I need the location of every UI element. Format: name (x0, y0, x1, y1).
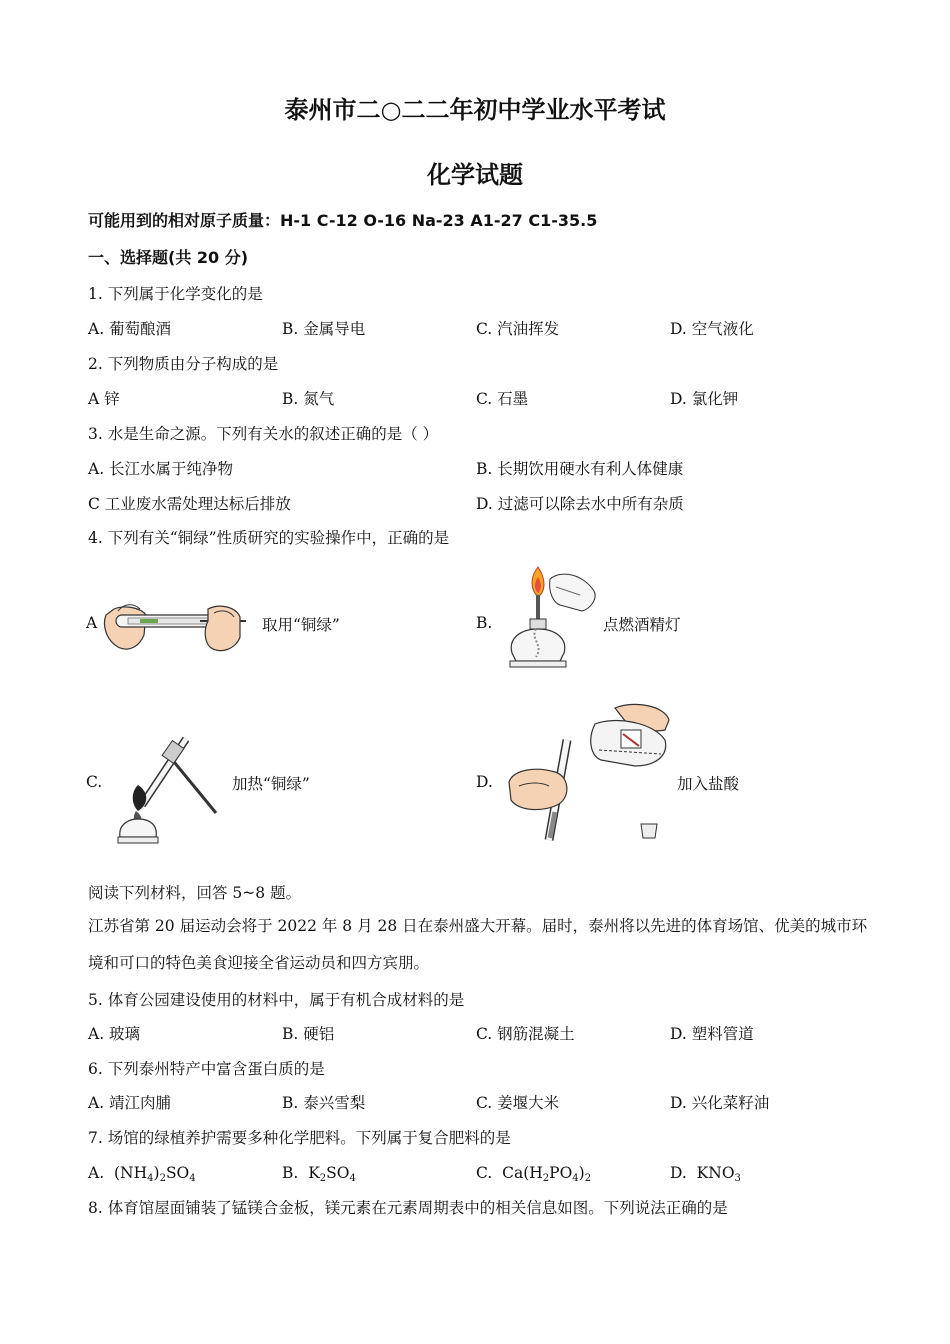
q6-stem: 6. 下列泰州特产中富含蛋白质的是 (88, 1060, 325, 1078)
q5-stem: 5. 体育公园建设使用的材料中，属于有机合成材料的是 (88, 991, 465, 1009)
q7-c-s2: 4 (572, 1173, 579, 1184)
q6-option-a: A. 靖江肉脯 (88, 1094, 172, 1112)
q7-b-s2: 4 (349, 1173, 356, 1184)
q7-stem: 7. 场馆的绿植养护需要多种化学肥料。下列属于复合肥料的是 (88, 1129, 511, 1147)
q4-d-letter: D. (476, 773, 493, 791)
q5-option-c: C. 钢筋混凝土 (476, 1025, 575, 1043)
q2-stem: 2. 下列物质由分子构成的是 (88, 355, 279, 373)
q3-option-d: D. 过滤可以除去水中所有杂质 (476, 495, 684, 513)
q5-option-b: B. 硬铝 (282, 1025, 335, 1043)
q7-d-s1: 3 (734, 1173, 741, 1184)
q7-option-b (282, 1163, 356, 1189)
q7-c-p1: Ca(H (502, 1164, 543, 1182)
q4-a-letter: A (86, 614, 98, 632)
reading-intro: 阅读下列材料，回答 5~8 题。 (88, 884, 302, 902)
q7-b-p1: K (308, 1164, 320, 1182)
q7-option-c-label: C. (476, 1164, 493, 1182)
q3-option-c: C 工业废水需处理达标后排放 (88, 495, 291, 513)
q8-stem: 8. 体育馆屋面铺装了锰镁合金板，镁元素在元素周期表中的相关信息如图。下列说法正确的是 (88, 1199, 728, 1217)
q4-b-text: 点燃酒精灯 (603, 616, 681, 634)
q2-option-d: D. 氯化钾 (670, 390, 739, 408)
figure-a-test-tube-hands (100, 585, 252, 660)
q7-a-p1: (NH (113, 1164, 148, 1182)
exam-subtitle: 化学试题 (427, 161, 523, 189)
q3-option-b: B. 长期饮用硬水有利人体健康 (476, 460, 684, 478)
q7-a-s3: 4 (189, 1173, 196, 1184)
q7-b-s1: 2 (319, 1173, 327, 1184)
q7-option-d-label: D. (670, 1164, 687, 1182)
q7-a-s2: 2 (159, 1173, 166, 1184)
q6-option-c: C. 姜堰大米 (476, 1094, 560, 1112)
q4-c-text: 加热“铜绿” (232, 775, 310, 793)
q1-option-a: A. 葡萄酿酒 (88, 320, 172, 338)
figure-c-heating-tube (108, 733, 228, 848)
figure-d-pouring-acid (505, 700, 675, 848)
reading-paragraph: 江苏省第 20 届运动会将于 2022 年 8 月 28 日在泰州盛大开幕。届时，泰州将以先进的体育场馆、优美的城市环境和可口的特色美食迎接全省运动员和四方宾朋。 (88, 917, 868, 972)
section-heading: 一、选择题(共 20 分) (88, 248, 249, 267)
q1-option-c: C. 汽油挥发 (476, 320, 560, 338)
q7-option-b-label: B. (282, 1164, 299, 1182)
q7-c-p2: PO (549, 1164, 573, 1182)
q4-c-letter: C. (86, 773, 103, 791)
q7-c-s1: 2 (542, 1173, 550, 1184)
q3-stem: 3. 水是生命之源。下列有关水的叙述正确的是（ ） (88, 425, 439, 443)
q1-option-b: B. 金属导电 (282, 320, 366, 338)
q7-option-a (88, 1163, 196, 1189)
q7-a-p3: SO (165, 1164, 190, 1182)
q7-option-c (476, 1163, 591, 1189)
q7-a-p2: ) (153, 1164, 160, 1182)
q7-b-p2: SO (326, 1164, 350, 1182)
q7-c-p3: ) (578, 1164, 585, 1182)
q7-d-p1: KNO (696, 1164, 735, 1182)
q1-stem: 1. 下列属于化学变化的是 (88, 285, 263, 303)
q4-b-letter: B. (476, 614, 493, 632)
q5-option-d: D. 塑料管道 (670, 1025, 754, 1043)
q2-option-c: C. 石墨 (476, 390, 529, 408)
q6-option-b: B. 泰兴雪梨 (282, 1094, 366, 1112)
q4-a-text: 取用“铜绿” (262, 616, 340, 634)
q2-option-a: A 锌 (88, 390, 120, 408)
q7-option-d (670, 1163, 741, 1189)
q2-option-b: B. 氮气 (282, 390, 335, 408)
q4-d-text: 加入盐酸 (677, 775, 740, 793)
q7-option-a-label: A. (88, 1164, 105, 1182)
q5-option-a: A. 玻璃 (88, 1025, 141, 1043)
atomic-mass-line: 可能用到的相对原子质量：H-1 C-12 O-16 Na-23 A1-27 C1-35.5 (88, 211, 598, 230)
q7-a-s1: 4 (147, 1173, 154, 1184)
q3-option-a: A. 长江水属于纯净物 (88, 460, 234, 478)
q4-stem: 4. 下列有关“铜绿”性质研究的实验操作中，正确的是 (88, 529, 450, 547)
q7-c-s3: 2 (584, 1173, 592, 1184)
q6-option-d: D. 兴化菜籽油 (670, 1094, 770, 1112)
exam-title: 泰州市二○二二年初中学业水平考试 (284, 96, 666, 124)
figure-b-alcohol-lamp (500, 565, 600, 671)
q1-option-d: D. 空气液化 (670, 320, 754, 338)
